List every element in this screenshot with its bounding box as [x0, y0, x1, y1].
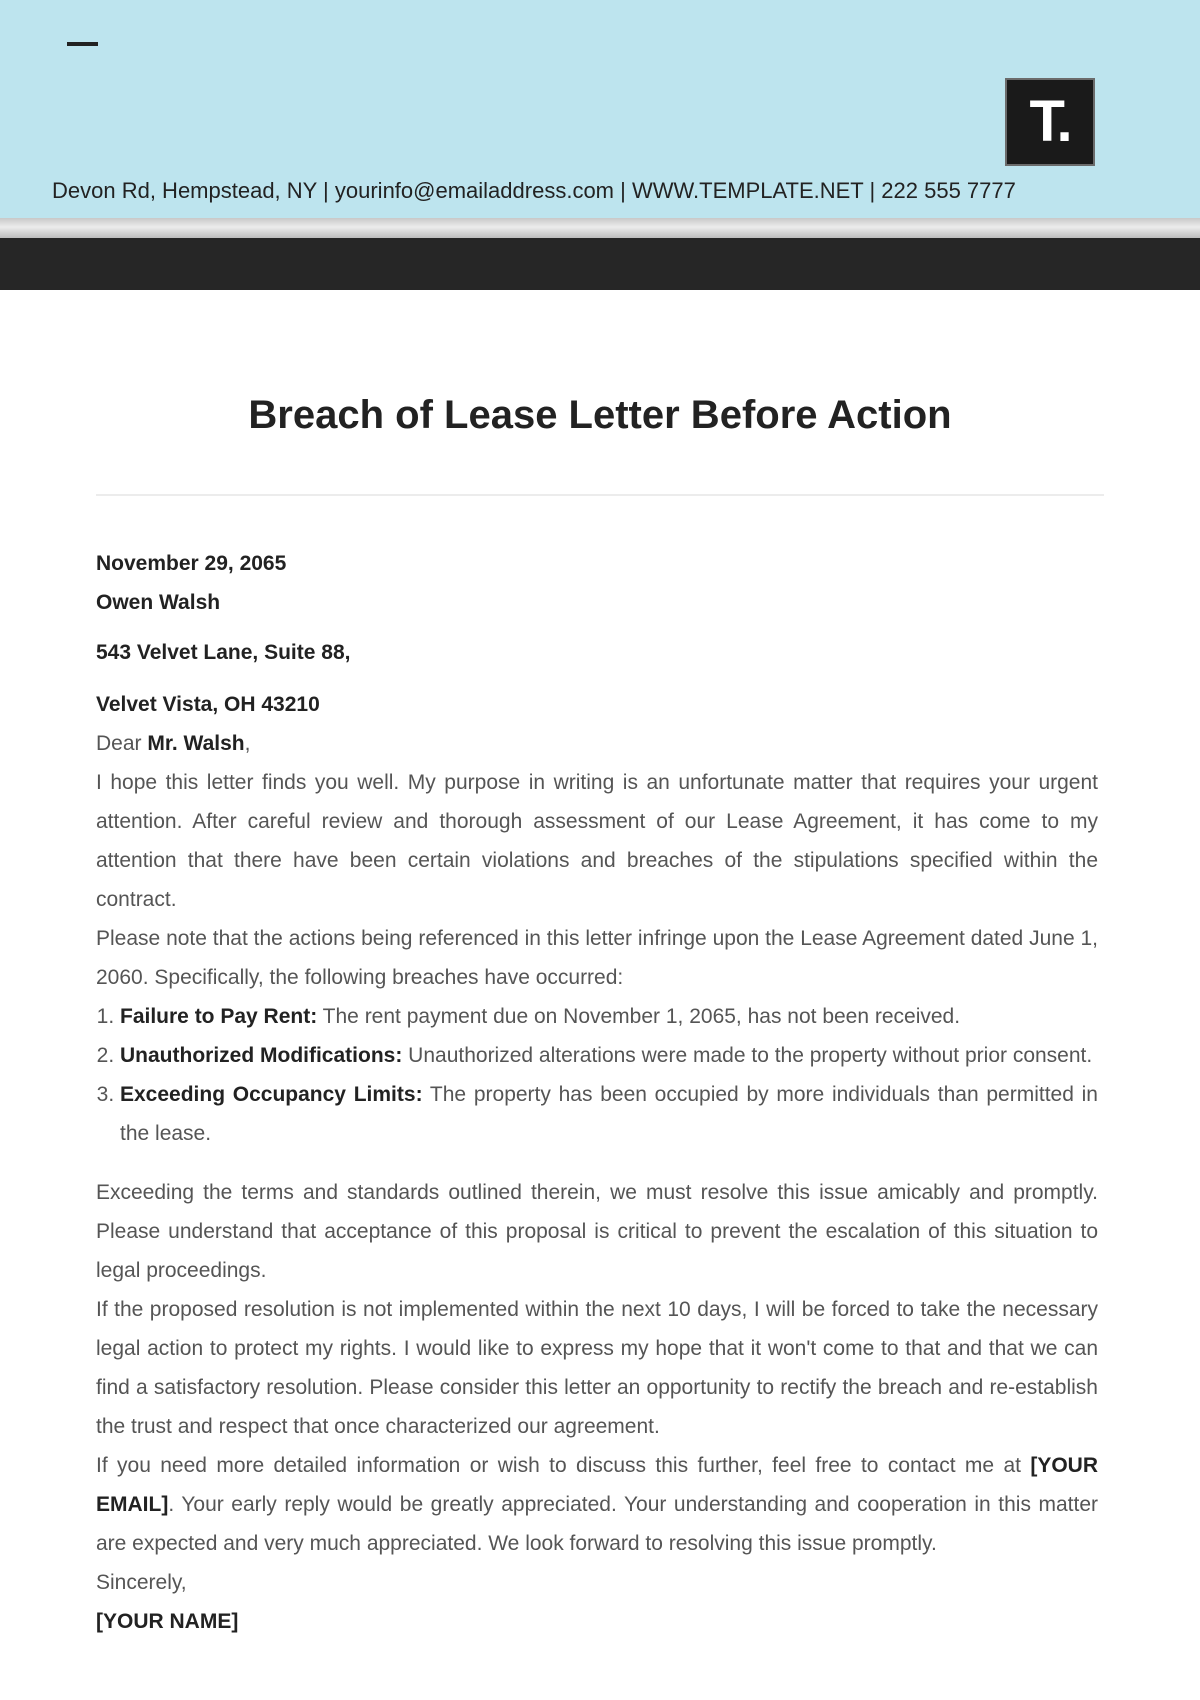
list-item: [120, 997, 1098, 1036]
salutation-name: Mr. Walsh: [147, 732, 245, 755]
header-silver-band: [0, 218, 1200, 238]
sign-off: Sincerely,: [96, 1571, 187, 1594]
logo-letter: T.: [1029, 89, 1071, 154]
paragraph-contact: [96, 1446, 1098, 1563]
recipient-address-line2: Velvet Vista, OH 43210: [96, 693, 320, 716]
recipient-address-line1: 543 Velvet Lane, Suite 88,: [96, 641, 351, 664]
breach-label: Unauthorized Modifications:: [120, 1044, 403, 1067]
list-item: [120, 1036, 1098, 1075]
list-item: [120, 1075, 1098, 1153]
template-logo: [1005, 78, 1095, 166]
salutation-suffix: ,: [244, 732, 251, 755]
breach-label: Exceeding Occupancy Limits:: [120, 1083, 423, 1106]
breach-text: The rent payment due on November 1, 2065, has not been received.: [322, 1005, 961, 1028]
breach-text: The property has been occupied by more individuals than permitted in the lease.: [120, 1083, 1098, 1145]
paragraph-legal-action: If the proposed resolution is not implemented within the next 10 days, I will be forced to take the necessary legal action to protect my rights. I would like to express my hope that it won't come to that and that we can find a satisfactory resolution. Please consider this letter an opportunity to rectify the breach and re-establish the trust and respect that once characterized our agreement.: [96, 1298, 1098, 1438]
email-placeholder: [YOUR EMAIL]: [96, 1454, 1099, 1516]
paragraph-intro: I hope this letter finds you well. My purpose in writing is an unfortunate matter that requires your urgent attention. After careful review and thorough assessment of our Lease Agreement, it has come to my attention that there have been certain violations and breaches of the stipulations specified within the contract.: [96, 771, 1098, 911]
breach-text: Unauthorized alterations were made to the property without prior consent.: [408, 1044, 1093, 1067]
letterhead-banner: [0, 0, 1200, 218]
letter-body: [96, 544, 1098, 1641]
salutation-prefix: Dear: [96, 732, 142, 755]
contact-text-after: . Your early reply would be greatly appreciated. Your understanding and cooperation in this matter are expected and very much appreciated. We look forward to resolving this issue promptly.: [96, 1493, 1098, 1555]
breach-list: [96, 997, 1098, 1153]
paragraph-breach-intro: Please note that the actions being referenced in this letter infringe upon the Lease Agreement dated June 1, 2060. Specifically, the following breaches have occurred:: [96, 927, 1098, 989]
decorative-dash: [67, 42, 98, 46]
recipient-name: Owen Walsh: [96, 591, 221, 614]
signature-name: [YOUR NAME]: [96, 1610, 239, 1633]
title-divider: [96, 494, 1104, 496]
breach-label: Failure to Pay Rent:: [120, 1005, 318, 1028]
document-title: Breach of Lease Letter Before Action: [248, 393, 952, 437]
header-dark-band: [0, 238, 1200, 290]
contact-line: Devon Rd, Hempstead, NY | yourinfo@emailaddress.com | WWW.TEMPLATE.NET | 222 555 7777: [52, 178, 1016, 203]
letter-date: November 29, 2065: [96, 552, 287, 575]
paragraph-resolution: Exceeding the terms and standards outlined therein, we must resolve this issue amicably and promptly. Please understand that acceptance of this proposal is critical to prevent the escalation of this situation to legal proceedings.: [96, 1181, 1098, 1282]
salutation: [96, 724, 1098, 763]
contact-text: If you need more detailed information or wish to discuss this further, feel free to contact me at: [96, 1454, 1021, 1477]
